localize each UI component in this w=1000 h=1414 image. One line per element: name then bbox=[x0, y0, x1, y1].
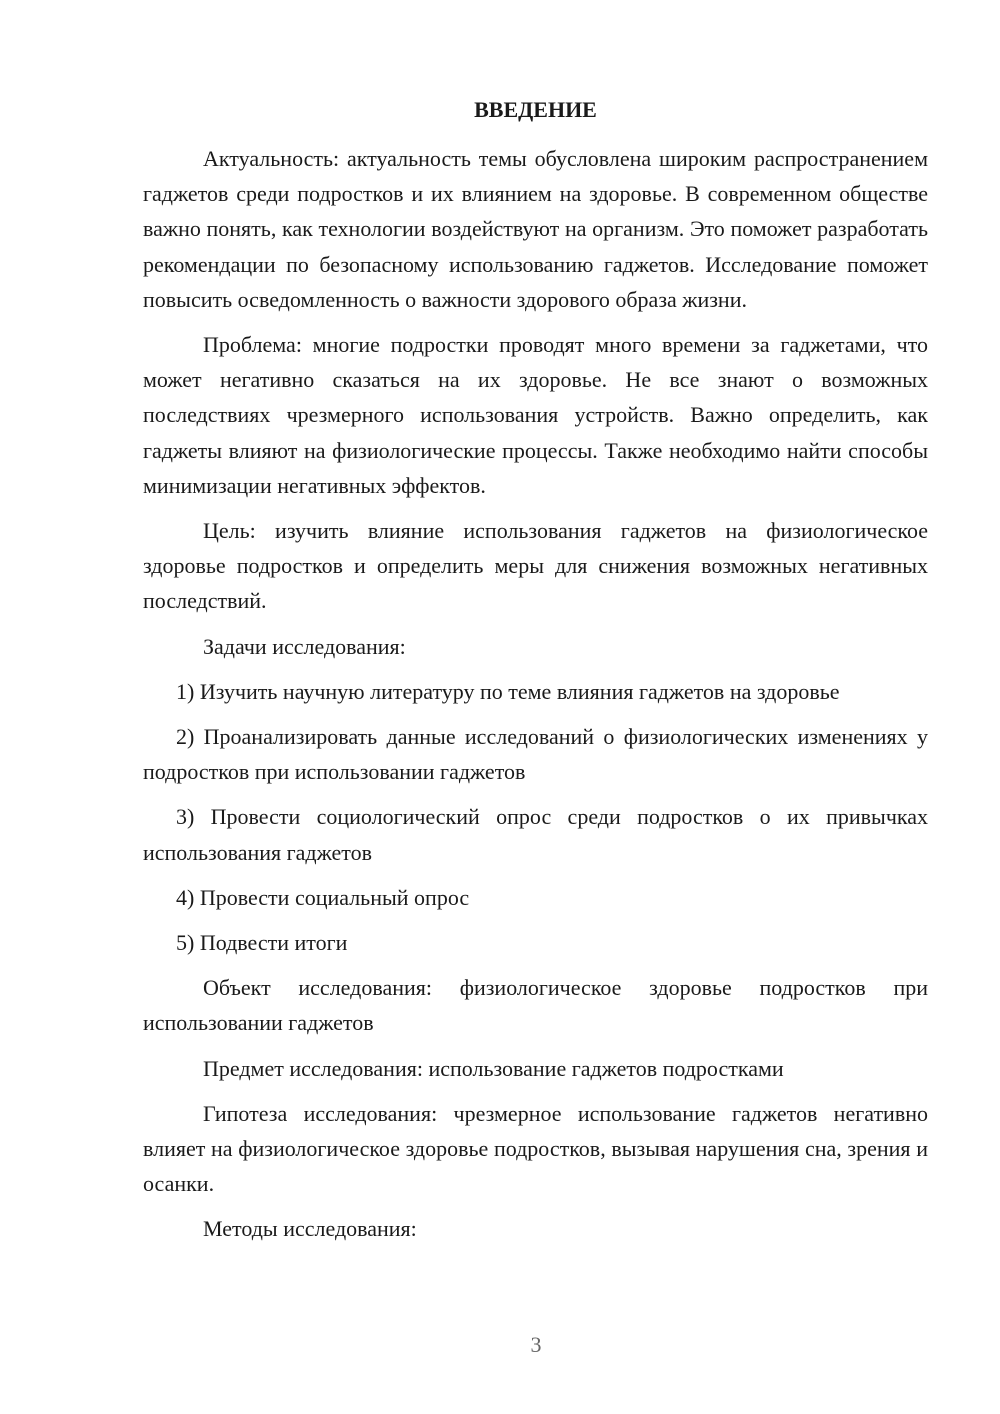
page-number: 3 bbox=[530, 1332, 542, 1357]
tasks-title: Задачи исследования: bbox=[203, 633, 406, 659]
task-item-2: 2) Проанализировать данные исследований о физиологических изменениях у подростков при использовании гаджетов bbox=[143, 724, 928, 785]
goal-paragraph: Цель: изучить влияние использования гаджетов на физиологическое здоровье подростков и определить меры для снижения возможных негативных последствий. bbox=[143, 518, 928, 614]
methods-paragraph: Методы исследования: bbox=[203, 1216, 417, 1242]
section-heading: ВВЕДЕНИЕ bbox=[474, 97, 597, 122]
task-item-3: 3) Провести социологический опрос среди подростков о их привычках использования гаджетов bbox=[143, 804, 928, 865]
task-item-4: 4) Провести социальный опрос bbox=[176, 884, 470, 910]
hypothesis-paragraph: Гипотеза исследования: чрезмерное использование гаджетов негативно влияет на физиологическое здоровье подростков, вызывая нарушения сна, зрения и осанки. bbox=[143, 1100, 928, 1197]
object-paragraph: Объект исследования: физиологическое здоровье подростков при использовании гаджетов bbox=[143, 975, 928, 1036]
relevance-paragraph: Актуальность: актуальность темы обусловлена широким распространением гаджетов среди подростков и их влиянием на здоровье. В современном обществе важно понять, как технологии воздействуют на организм. Это поможет разработать рекомендации по безопасному использованию гаджетов. Исследование поможет повысить осведомленность о важности здорового образа жизни. bbox=[143, 146, 928, 312]
subject-paragraph: Предмет исследования: использование гаджетов подростками bbox=[203, 1055, 784, 1081]
document-page bbox=[143, 92, 928, 1247]
task-item-5: 5) Подвести итоги bbox=[176, 930, 348, 956]
task-item-1: 1) Изучить научную литературу по теме влияния гаджетов на здоровье bbox=[176, 678, 840, 704]
problem-paragraph: Проблема: многие подростки проводят много времени за гаджетами, что может негативно сказаться на их здоровье. Не все знают о возможных последствиях чрезмерного использования устройств. Важно определить, как гаджеты влияют на физиологические процессы. Также необходимо найти способы минимизации негативных эффектов. bbox=[143, 332, 928, 498]
